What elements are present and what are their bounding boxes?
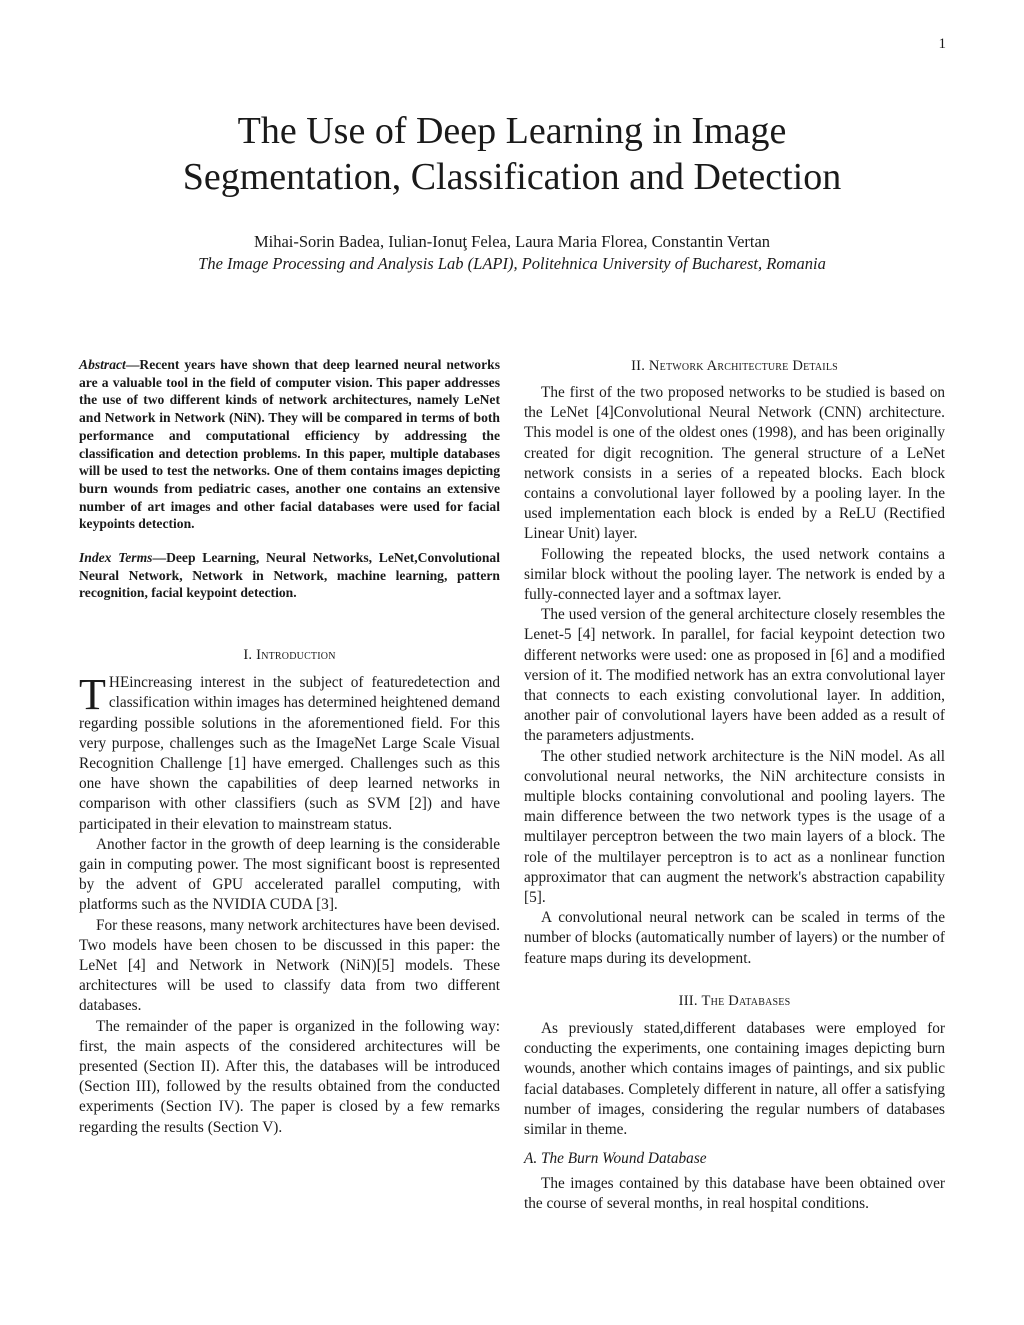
section-title: Network Architecture Details xyxy=(648,358,838,374)
databases-paragraph-2: The images contained by this database have been obtained over the course of several months, in real hospital conditions. xyxy=(524,1175,945,1213)
title-line-1: The Use of Deep Learning in Image xyxy=(237,110,787,152)
author-list: Mihai-Sorin Badea, Iulian-Ionuţ Felea, Laura Maria Florea, Constantin Vertan xyxy=(253,232,771,251)
paper-title xyxy=(0,108,1024,200)
arch-paragraph-4: The other studied network architecture is the NiN model. As all convolutional neural networks, the NiN architecture consists in multiple blocks containing convolutional and pooling layers. The main difference between the two network types is the usage of a multilayer perceptron between the two main layers of a block. The role of the multilayer perceptron is to act as a nonlinear function approximator that can augment the network's abstraction capability [5]. xyxy=(524,747,945,907)
page-number: 1 xyxy=(938,36,946,52)
subsection-heading-burn-wound: A. The Burn Wound Database xyxy=(524,1150,707,1168)
databases-paragraph-1: As previously stated,different databases were employed for conducting the experiments, one containing images depicting burn wounds, another which contains images of paintings, and six public facial databases. Completely different in nature, all offer a satisfying number of images, considering the regular numbers of databases similar in theme. xyxy=(524,1019,945,1138)
title-line-2: Segmentation, Classification and Detection xyxy=(182,156,842,198)
intro-paragraph-1 xyxy=(79,670,500,835)
index-terms-lead: Index Terms xyxy=(79,550,153,566)
intro-paragraph-1-text: HEincreasing interest in the subject of featuredetection and classification within images has determined heightened demand regarding possible solutions in the aforementioned field. For this very purpose, challenges such as the ImageNet Large Scale Visual Recognition Challenge [1] have emerged. Challenges such as this one have shown the capabilities of deep learned networks in comparison with other classifiers (such as SVM [2]) and have participated in their elevation to mainstream status. xyxy=(79,674,500,833)
section-heading-introduction xyxy=(79,645,500,665)
abstract-lead: Abstract xyxy=(79,357,126,372)
section-title: The Databases xyxy=(701,992,791,1009)
right-column xyxy=(524,356,945,1215)
abstract xyxy=(79,356,500,533)
abstract-text: —Recent years have shown that deep learned neural networks are a valuable tool in the field of computer vision. This paper addresses the use of two different kinds of network architectures, namely LeNet and Network in Network (NiN). They will be compared in terms of both performance and computational efficiency by addressing the classification and detection problems. In this paper, multiple databases will be used to test the networks. One of them contains images depicting burn wounds from pediatric cases, another one contains an extensive number of art images and other facial databases were used for facial keypoints detection. xyxy=(79,357,500,532)
affiliation: The Image Processing and Analysis Lab (LAPI), Politehnica University of Bucharest, Romania xyxy=(198,254,826,273)
arch-paragraph-1: The first of the two proposed networks to be studied is based on the LeNet [4]Convolutional Neural Network (CNN) architecture. This model is one of the oldest ones (1998), and has been originally created for digit recognition. The general structure of a LeNet network consists in a series of a repeated blocks. Each block contains a convolutional layer followed by a pooling layer. In the used implementation each block is ended by a ReLU (Rectified Linear Unit) layer. xyxy=(524,384,945,543)
left-column xyxy=(79,356,500,1138)
drop-cap: T xyxy=(79,670,106,720)
section-number: III. xyxy=(678,992,698,1009)
section-number: II. xyxy=(631,358,646,374)
intro-paragraph-4: The remainder of the paper is organized in the following way: first, the main aspects of the considered architectures will be presented (Section II). After this, the databases will be introduced (Section III), followed by the results obtained from the conducted experiments (Section IV). The paper is closed by a few remarks regarding the results (Section V). xyxy=(79,1017,500,1136)
section-heading-databases xyxy=(524,991,945,1011)
arch-paragraph-2: Following the repeated blocks, the used network contains a similar block without the pooling layer. The network is ended by a fully-connected layer and a softmax layer. xyxy=(524,545,945,604)
index-terms xyxy=(79,549,500,602)
index-terms-text: —Deep Learning, Neural Networks, LeNet,Convolutional Neural Network, Network in Network, machine learning, pattern recognition, facial keypoint detection. xyxy=(79,550,500,601)
section-heading-architecture xyxy=(524,356,945,376)
arch-paragraph-3: The used version of the general architecture closely resembles the Lenet-5 [4] network. In parallel, for facial keypoint detection two different networks were used: one as proposed in [6] and a modified version of it. The modified network has an extra convolutional layer that connects to each existing convolutional layer. In addition, another pair of convolutional layers have been added as a result of the parameters adjustments. xyxy=(524,606,945,745)
section-title: Introduction xyxy=(256,647,336,664)
arch-paragraph-5: A convolutional neural network can be scaled in terms of the number of blocks (automatically number of layers) or the number of feature maps during its development. xyxy=(524,909,945,967)
intro-paragraph-3: For these reasons, many network architectures have been devised. Two models have been chosen to be discussed in this paper: the LeNet [4] and Network in Network (NiN)[5] models. These architectures will be used to classify data from two different databases. xyxy=(79,916,500,1015)
intro-paragraph-2: Another factor in the growth of deep learning is the considerable gain in computing power. The most significant boost is represented by the advent of GPU accelerated parallel computing, with platforms such as the NVIDIA CUDA [3]. xyxy=(79,835,500,914)
section-number: I. xyxy=(243,647,253,664)
